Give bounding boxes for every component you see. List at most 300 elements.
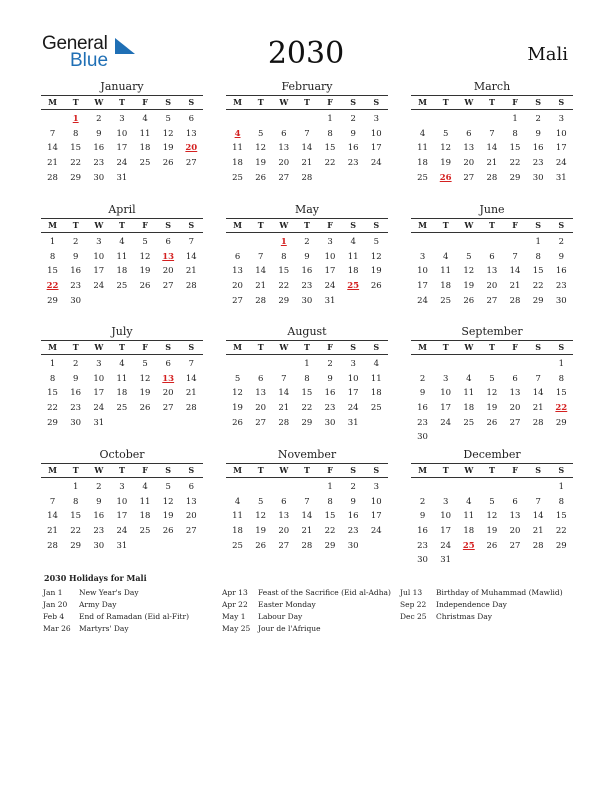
day-cell: 17 bbox=[116, 511, 128, 522]
weekday-label: S bbox=[350, 97, 357, 107]
day-cell: 16 bbox=[347, 143, 359, 154]
day-cell: 29 bbox=[555, 540, 567, 551]
weekday-label: T bbox=[303, 97, 310, 107]
day-cell: 5 bbox=[489, 496, 495, 507]
day-cell: 21 bbox=[47, 158, 58, 169]
weekday-label: W bbox=[279, 342, 289, 352]
day-cell: 30 bbox=[93, 172, 105, 183]
day-cell: 12 bbox=[255, 511, 267, 522]
empty-day-cell bbox=[249, 112, 272, 127]
day-cell: 31 bbox=[324, 295, 336, 306]
day-cell: 18 bbox=[347, 266, 359, 277]
day-cell: 17 bbox=[417, 281, 428, 292]
day-cell: 30 bbox=[324, 417, 336, 428]
logo-general-text: General bbox=[42, 33, 108, 54]
day-cell: 5 bbox=[489, 373, 495, 384]
weekday-label: T bbox=[488, 97, 495, 107]
weekday-label: S bbox=[558, 465, 565, 475]
day-cell: 28 bbox=[532, 540, 544, 551]
day-cell: 1 bbox=[49, 237, 56, 247]
day-cell: 13 bbox=[185, 128, 197, 139]
empty-day-cell bbox=[249, 235, 272, 250]
weekday-header bbox=[411, 340, 573, 355]
weekday-header bbox=[226, 340, 388, 355]
day-cell: 7 bbox=[535, 496, 541, 507]
day-grid bbox=[226, 357, 388, 430]
day-cell: 15 bbox=[324, 511, 336, 522]
day-cell: 9 bbox=[419, 388, 426, 399]
day-cell: 7 bbox=[188, 359, 195, 369]
day-cell: 11 bbox=[116, 373, 128, 384]
day-cell: 4 bbox=[350, 237, 356, 247]
day-cell: 27 bbox=[232, 295, 243, 306]
month-name: September bbox=[461, 325, 523, 338]
holiday-column bbox=[222, 587, 392, 635]
day-cell: 27 bbox=[162, 403, 174, 414]
day-cell: 29 bbox=[555, 417, 567, 428]
weekday-label: S bbox=[558, 220, 565, 230]
day-cell: 29 bbox=[70, 172, 82, 183]
day-cell: 15 bbox=[47, 266, 58, 277]
day-cell: 1 bbox=[558, 359, 565, 369]
weekday-label: F bbox=[327, 220, 333, 230]
weekday-label: W bbox=[464, 465, 474, 475]
weekday-label: W bbox=[464, 342, 474, 352]
day-cell: 16 bbox=[347, 511, 359, 522]
holiday-name: Feast of the Sacrifice (Eid al-Adha) bbox=[258, 588, 391, 597]
day-cell: 4 bbox=[119, 237, 125, 247]
day-cell: 5 bbox=[142, 359, 148, 369]
day-cell: 27 bbox=[509, 417, 521, 428]
month-august bbox=[226, 325, 388, 430]
day-cell: 21 bbox=[509, 281, 521, 292]
holiday-date: Jan 20 bbox=[43, 600, 68, 609]
weekday-label: T bbox=[257, 97, 264, 107]
day-cell: 5 bbox=[234, 373, 241, 384]
day-cell: 8 bbox=[72, 128, 79, 139]
day-cell: 29 bbox=[47, 295, 58, 306]
day-cell: 5 bbox=[165, 482, 171, 492]
empty-day-cell bbox=[480, 357, 503, 372]
weekday-label: T bbox=[118, 97, 125, 107]
day-cell: 16 bbox=[93, 143, 105, 154]
weekday-label: T bbox=[303, 220, 310, 230]
day-cell: 29 bbox=[47, 417, 58, 428]
empty-day-cell bbox=[295, 480, 318, 495]
month-january bbox=[41, 80, 203, 185]
weekday-label: F bbox=[142, 342, 148, 352]
empty-day-cell bbox=[434, 357, 457, 372]
day-cell: 24 bbox=[93, 281, 105, 292]
holiday-day-cell: 26 bbox=[439, 172, 452, 183]
day-cell: 11 bbox=[139, 128, 151, 139]
day-cell: 2 bbox=[72, 237, 79, 247]
weekday-label: W bbox=[279, 97, 289, 107]
day-cell: 25 bbox=[139, 526, 151, 537]
day-cell: 12 bbox=[162, 128, 174, 139]
month-name: July bbox=[111, 325, 133, 338]
day-cell: 8 bbox=[49, 373, 56, 384]
day-cell: 3 bbox=[558, 114, 565, 124]
weekday-label: T bbox=[442, 97, 449, 107]
weekday-label: S bbox=[165, 465, 172, 475]
weekday-label: S bbox=[350, 465, 357, 475]
day-cell: 19 bbox=[139, 266, 151, 277]
holiday-item bbox=[222, 611, 392, 623]
day-grid bbox=[41, 480, 203, 553]
day-cell: 7 bbox=[49, 496, 56, 507]
day-cell: 11 bbox=[139, 496, 151, 507]
day-cell: 2 bbox=[304, 237, 310, 247]
holiday-date: Mar 26 bbox=[43, 624, 71, 633]
day-cell: 8 bbox=[72, 496, 79, 507]
empty-day-cell bbox=[272, 480, 295, 495]
day-cell: 8 bbox=[327, 496, 333, 507]
weekday-label: W bbox=[94, 342, 104, 352]
day-cell: 12 bbox=[139, 251, 151, 262]
weekday-label: T bbox=[488, 465, 495, 475]
day-cell: 9 bbox=[72, 373, 79, 384]
day-cell: 20 bbox=[509, 526, 521, 537]
holiday-name: Easter Monday bbox=[258, 600, 316, 609]
day-cell: 4 bbox=[142, 482, 148, 492]
day-cell: 2 bbox=[350, 114, 356, 124]
holiday-date: Apr 13 bbox=[222, 588, 248, 597]
empty-day-cell bbox=[527, 357, 550, 372]
weekday-label: T bbox=[303, 342, 310, 352]
day-cell: 9 bbox=[535, 128, 541, 139]
weekday-label: F bbox=[512, 220, 518, 230]
day-cell: 9 bbox=[350, 496, 356, 507]
day-cell: 25 bbox=[463, 417, 475, 428]
empty-day-cell bbox=[249, 357, 272, 372]
day-cell: 13 bbox=[509, 511, 521, 522]
empty-day-cell bbox=[411, 235, 434, 250]
empty-day-cell bbox=[226, 357, 249, 372]
weekday-label: S bbox=[373, 97, 380, 107]
day-cell: 21 bbox=[532, 526, 544, 537]
weekday-label: M bbox=[233, 465, 242, 475]
day-cell: 2 bbox=[419, 373, 426, 384]
weekday-label: W bbox=[464, 220, 474, 230]
day-cell: 25 bbox=[440, 295, 452, 306]
day-cell: 26 bbox=[139, 281, 151, 292]
day-grid bbox=[411, 235, 573, 308]
empty-day-cell bbox=[41, 480, 64, 495]
empty-day-cell bbox=[249, 480, 272, 495]
weekday-header bbox=[411, 95, 573, 110]
day-cell: 4 bbox=[419, 128, 426, 139]
day-cell: 28 bbox=[486, 172, 498, 183]
day-cell: 10 bbox=[116, 128, 128, 139]
day-cell: 22 bbox=[278, 281, 290, 292]
day-cell: 12 bbox=[486, 388, 498, 399]
day-cell: 23 bbox=[347, 526, 359, 537]
day-cell: 16 bbox=[417, 403, 428, 414]
empty-day-cell bbox=[226, 235, 249, 250]
day-cell: 22 bbox=[301, 403, 313, 414]
day-cell: 28 bbox=[509, 295, 521, 306]
day-cell: 7 bbox=[304, 496, 310, 507]
day-cell: 23 bbox=[93, 526, 105, 537]
day-cell: 27 bbox=[463, 172, 475, 183]
holiday-date: Feb 4 bbox=[43, 612, 65, 621]
day-cell: 14 bbox=[47, 511, 58, 522]
day-grid bbox=[411, 112, 573, 185]
day-cell: 6 bbox=[257, 373, 264, 384]
weekday-header bbox=[41, 218, 203, 233]
empty-day-cell bbox=[411, 112, 434, 127]
weekday-label: T bbox=[118, 465, 125, 475]
weekday-label: T bbox=[442, 342, 449, 352]
day-cell: 3 bbox=[442, 373, 449, 384]
day-cell: 14 bbox=[301, 511, 313, 522]
day-cell: 2 bbox=[327, 359, 333, 369]
weekday-label: T bbox=[118, 220, 125, 230]
day-cell: 30 bbox=[417, 432, 428, 443]
day-cell: 1 bbox=[72, 482, 79, 492]
day-cell: 15 bbox=[555, 388, 567, 399]
day-cell: 6 bbox=[466, 128, 472, 139]
weekday-label: M bbox=[48, 465, 57, 475]
weekday-label: T bbox=[488, 220, 495, 230]
holiday-day-cell: 25 bbox=[462, 540, 475, 551]
day-cell: 14 bbox=[532, 511, 544, 522]
day-cell: 6 bbox=[512, 496, 518, 507]
weekday-label: T bbox=[118, 342, 125, 352]
day-cell: 4 bbox=[373, 359, 380, 369]
day-cell: 25 bbox=[232, 172, 243, 183]
holiday-item bbox=[43, 611, 213, 623]
day-cell: 9 bbox=[96, 496, 102, 507]
day-cell: 3 bbox=[119, 482, 125, 492]
weekday-label: F bbox=[512, 465, 518, 475]
month-name: August bbox=[287, 325, 327, 338]
day-cell: 1 bbox=[304, 359, 310, 369]
day-cell: 10 bbox=[440, 511, 452, 522]
day-cell: 17 bbox=[324, 266, 336, 277]
day-cell: 3 bbox=[373, 482, 380, 492]
day-cell: 19 bbox=[486, 526, 498, 537]
day-cell: 18 bbox=[370, 388, 382, 399]
day-cell: 10 bbox=[93, 251, 105, 262]
day-cell: 13 bbox=[278, 143, 290, 154]
day-cell: 21 bbox=[255, 281, 267, 292]
day-grid bbox=[41, 235, 203, 308]
day-cell: 24 bbox=[93, 403, 105, 414]
day-cell: 6 bbox=[165, 359, 171, 369]
day-cell: 22 bbox=[555, 526, 567, 537]
holiday-day-cell: 22 bbox=[46, 281, 59, 292]
weekday-label: S bbox=[535, 220, 542, 230]
day-cell: 3 bbox=[350, 359, 356, 369]
day-cell: 7 bbox=[304, 128, 310, 139]
day-cell: 8 bbox=[304, 373, 310, 384]
day-cell: 25 bbox=[116, 281, 128, 292]
holiday-name: Martyrs' Day bbox=[79, 624, 129, 633]
day-grid bbox=[226, 235, 388, 308]
day-cell: 4 bbox=[466, 373, 472, 384]
day-cell: 15 bbox=[555, 511, 567, 522]
weekday-header bbox=[41, 95, 203, 110]
day-cell: 6 bbox=[281, 128, 287, 139]
day-cell: 16 bbox=[301, 266, 313, 277]
day-cell: 1 bbox=[558, 482, 565, 492]
empty-day-cell bbox=[226, 112, 249, 127]
holiday-name: Independence Day bbox=[436, 600, 507, 609]
day-cell: 26 bbox=[486, 417, 498, 428]
day-cell: 22 bbox=[324, 158, 336, 169]
empty-day-cell bbox=[457, 480, 480, 495]
day-cell: 16 bbox=[70, 388, 82, 399]
weekday-label: S bbox=[535, 97, 542, 107]
weekday-label: S bbox=[188, 465, 195, 475]
day-cell: 5 bbox=[373, 237, 380, 247]
day-cell: 30 bbox=[93, 540, 105, 551]
day-cell: 7 bbox=[535, 373, 541, 384]
holiday-date: Jan 1 bbox=[43, 588, 63, 597]
day-cell: 8 bbox=[558, 496, 565, 507]
day-cell: 12 bbox=[162, 496, 174, 507]
day-cell: 13 bbox=[463, 143, 475, 154]
day-cell: 18 bbox=[463, 526, 475, 537]
day-cell: 18 bbox=[116, 388, 128, 399]
weekday-label: M bbox=[418, 465, 427, 475]
day-cell: 30 bbox=[347, 540, 359, 551]
weekday-label: S bbox=[535, 465, 542, 475]
holiday-day-cell: 25 bbox=[347, 281, 360, 292]
holiday-date: May 1 bbox=[222, 612, 246, 621]
day-cell: 28 bbox=[301, 172, 313, 183]
month-september bbox=[411, 325, 573, 445]
day-cell: 17 bbox=[93, 266, 105, 277]
weekday-header bbox=[411, 463, 573, 478]
holiday-day-cell: 20 bbox=[185, 143, 198, 154]
day-cell: 23 bbox=[70, 403, 82, 414]
empty-day-cell bbox=[457, 357, 480, 372]
holiday-item bbox=[43, 599, 213, 611]
weekday-label: M bbox=[418, 220, 427, 230]
day-cell: 11 bbox=[370, 373, 382, 384]
generalblue-logo[interactable] bbox=[42, 34, 142, 74]
weekday-label: S bbox=[188, 342, 195, 352]
day-cell: 1 bbox=[327, 114, 333, 124]
holiday-item bbox=[400, 587, 570, 599]
empty-day-cell bbox=[480, 480, 503, 495]
day-cell: 4 bbox=[466, 496, 472, 507]
empty-day-cell bbox=[434, 112, 457, 127]
day-cell: 7 bbox=[257, 251, 264, 262]
day-cell: 4 bbox=[442, 251, 449, 262]
weekday-label: T bbox=[442, 465, 449, 475]
weekday-label: T bbox=[72, 465, 79, 475]
day-grid bbox=[411, 480, 573, 568]
day-cell: 9 bbox=[304, 251, 310, 262]
day-cell: 10 bbox=[440, 388, 452, 399]
day-cell: 26 bbox=[486, 540, 498, 551]
day-cell: 15 bbox=[278, 266, 290, 277]
weekday-label: S bbox=[350, 342, 357, 352]
day-cell: 25 bbox=[417, 172, 428, 183]
weekday-label: M bbox=[233, 220, 242, 230]
day-cell: 31 bbox=[93, 417, 105, 428]
weekday-label: T bbox=[72, 342, 79, 352]
day-cell: 22 bbox=[324, 526, 336, 537]
day-cell: 19 bbox=[486, 403, 498, 414]
day-cell: 27 bbox=[509, 540, 521, 551]
day-cell: 2 bbox=[96, 114, 102, 124]
day-cell: 28 bbox=[47, 540, 58, 551]
empty-day-cell bbox=[411, 357, 434, 372]
day-cell: 14 bbox=[509, 266, 521, 277]
day-cell: 30 bbox=[70, 417, 82, 428]
empty-day-cell bbox=[480, 235, 503, 250]
day-cell: 8 bbox=[535, 251, 541, 262]
day-cell: 9 bbox=[419, 511, 426, 522]
day-cell: 9 bbox=[327, 373, 333, 384]
day-cell: 11 bbox=[463, 511, 475, 522]
empty-day-cell bbox=[527, 480, 550, 495]
day-cell: 15 bbox=[532, 266, 544, 277]
weekday-header bbox=[41, 340, 203, 355]
day-cell: 16 bbox=[555, 266, 567, 277]
day-cell: 12 bbox=[255, 143, 267, 154]
day-cell: 14 bbox=[185, 251, 197, 262]
day-cell: 21 bbox=[47, 526, 58, 537]
holiday-item bbox=[222, 587, 392, 599]
day-cell: 15 bbox=[324, 143, 336, 154]
weekday-label: T bbox=[257, 220, 264, 230]
weekday-label: W bbox=[279, 220, 289, 230]
day-cell: 28 bbox=[255, 295, 267, 306]
weekday-label: W bbox=[279, 465, 289, 475]
day-cell: 30 bbox=[555, 295, 567, 306]
holiday-name: New Year's Day bbox=[79, 588, 139, 597]
weekday-label: S bbox=[535, 342, 542, 352]
day-cell: 3 bbox=[96, 359, 102, 369]
day-cell: 15 bbox=[47, 388, 58, 399]
weekday-header bbox=[226, 218, 388, 233]
day-cell: 13 bbox=[255, 388, 267, 399]
day-cell: 17 bbox=[370, 143, 382, 154]
day-cell: 24 bbox=[116, 158, 128, 169]
day-cell: 13 bbox=[486, 266, 498, 277]
day-cell: 28 bbox=[185, 281, 197, 292]
weekday-label: W bbox=[94, 220, 104, 230]
day-cell: 18 bbox=[232, 526, 243, 537]
empty-day-cell bbox=[434, 235, 457, 250]
month-name: November bbox=[277, 448, 337, 461]
weekday-label: T bbox=[442, 220, 449, 230]
day-cell: 3 bbox=[442, 496, 449, 507]
day-cell: 21 bbox=[185, 266, 197, 277]
day-cell: 30 bbox=[417, 555, 428, 566]
day-cell: 26 bbox=[162, 158, 174, 169]
weekday-label: T bbox=[303, 465, 310, 475]
day-cell: 26 bbox=[255, 540, 267, 551]
day-cell: 5 bbox=[442, 128, 449, 139]
empty-day-cell bbox=[272, 112, 295, 127]
month-july bbox=[41, 325, 203, 430]
holiday-column bbox=[43, 587, 213, 635]
weekday-label: M bbox=[233, 342, 242, 352]
day-cell: 10 bbox=[116, 496, 128, 507]
day-cell: 21 bbox=[278, 403, 290, 414]
day-cell: 21 bbox=[532, 403, 544, 414]
day-cell: 19 bbox=[232, 403, 243, 414]
day-cell: 27 bbox=[278, 540, 290, 551]
day-cell: 28 bbox=[47, 172, 58, 183]
